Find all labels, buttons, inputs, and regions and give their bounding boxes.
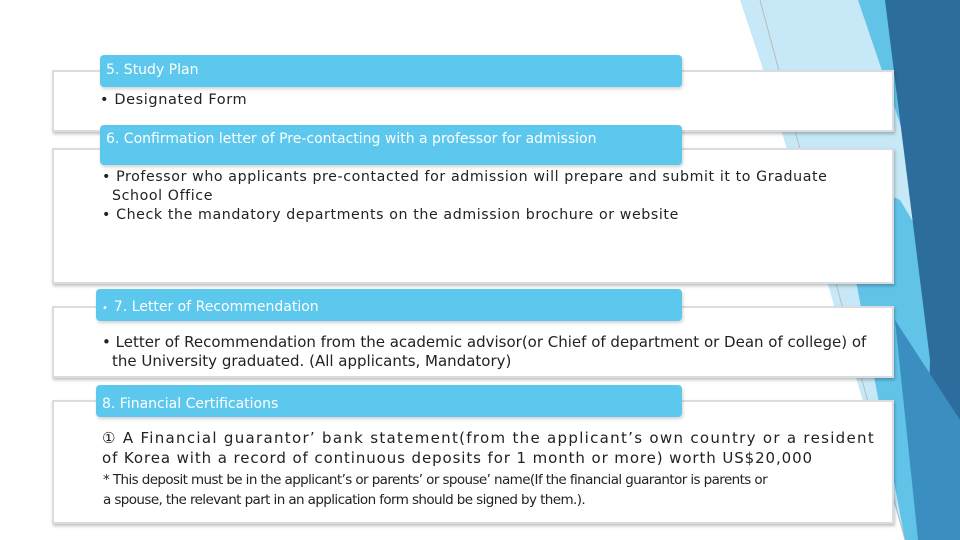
section-body-financial (102, 428, 875, 468)
body-line: • Letter of Recommendation from the academic advisor(or Chief of department or Dean of college) of (102, 333, 867, 351)
note-line: * This deposit must be in the applicant’s or parents’ or spouse’ name(If the financial guarantor is parents or (103, 472, 768, 488)
section-header-confirmation-letter (100, 125, 682, 165)
section-body-recommendation (102, 333, 866, 371)
note-line: a spouse, the relevant part in an application form should be signed by them.). (103, 492, 586, 508)
body-line: the University graduated. (All applicants, Mandatory) (112, 352, 512, 370)
section-header-study-plan (100, 55, 682, 87)
section-title: 6. Confirmation letter of Pre-contacting with a professor for admission (106, 131, 597, 147)
section-title-bullet: • (102, 303, 108, 314)
body-line: • Designated Form (100, 92, 248, 108)
section-title: 7. Letter of Recommendation (113, 299, 319, 315)
body-line: of Korea with a record of continuous deposits for 1 month or more) worth US$20,000 (102, 449, 813, 467)
financial-note (103, 470, 767, 510)
section-header-recommendation (96, 289, 682, 321)
section-body-confirmation-letter (102, 168, 828, 225)
section-body-study-plan (100, 91, 247, 110)
body-line: ① A Financial guarantor’ bank statement(from the applicant’s own country or a resident (102, 429, 876, 447)
body-line: • Check the mandatory departments on the admission brochure or website (102, 207, 679, 223)
section-title: 8. Financial Certifications (102, 396, 279, 412)
body-line: School Office (112, 188, 214, 204)
section-title: 5. Study Plan (106, 62, 199, 78)
section-header-financial (96, 385, 682, 417)
body-line: • Professor who applicants pre-contacted for admission will prepare and submit it to Graduate (102, 169, 828, 185)
